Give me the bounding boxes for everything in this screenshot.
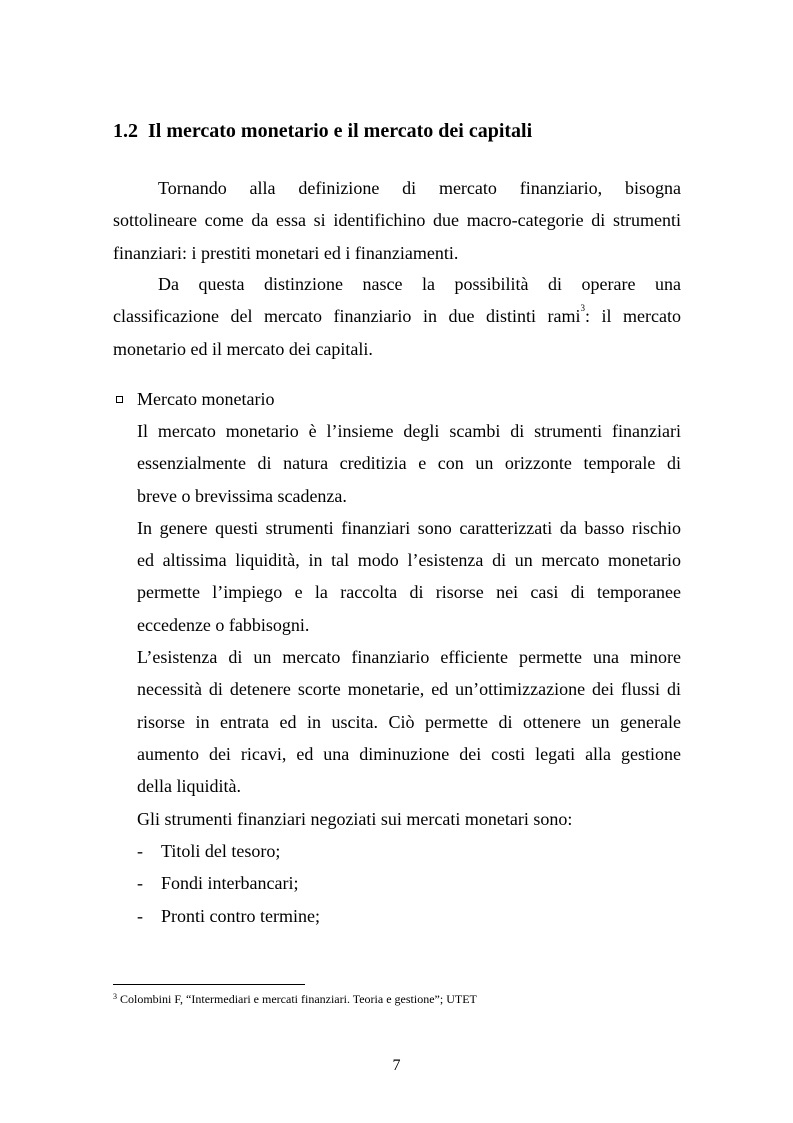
list-item-text: Fondi interbancari; <box>161 873 299 894</box>
body-line: eccedenze o fabbisogni. <box>137 614 310 635</box>
body-line: aumento dei ricavi, ed una diminuzione dei costi legati alla gestione <box>137 743 681 764</box>
footnote-marker: 3 <box>113 992 117 1001</box>
bullet-label: Mercato monetario <box>137 389 275 409</box>
dash-marker: - <box>137 905 143 926</box>
body-line: Gli strumenti finanziari negoziati sui mercati monetari sono: <box>137 808 573 829</box>
footnote-reference: 3 <box>580 303 585 314</box>
body-line: L’esistenza di un mercato finanziario efficiente permette una minore <box>137 647 681 668</box>
body-line: breve o brevissima scadenza. <box>137 485 347 506</box>
body-line: risorse in entrata ed in uscita. Ciò permette di ottenere un generale <box>137 711 681 732</box>
text-segment: classificazione del mercato finanziario in due distinti rami <box>113 306 581 327</box>
list-item-text: Pronti contro termine; <box>161 905 320 926</box>
body-line: permette l’impiego e la raccolta di risorse nei casi di temporanee <box>137 582 681 603</box>
list-item-text: Titoli del tesoro; <box>161 841 281 861</box>
body-line: necessità di detenere scorte monetarie, ed un’ottimizzazione dei flussi di <box>137 679 681 700</box>
paragraph-line: finanziari: i prestiti monetari ed i finanziamenti. <box>113 242 459 263</box>
footnote-separator <box>113 984 305 985</box>
body-line: della liquidità. <box>137 776 241 797</box>
paragraph-2 <box>113 268 681 365</box>
section-title: Il mercato monetario e il mercato dei capitali <box>148 120 533 142</box>
body-line: ed altissima liquidità, in tal modo l’esistenza di un mercato monetario <box>137 550 681 571</box>
list-item <box>137 900 681 932</box>
list-item <box>137 835 681 867</box>
body-line: essenzialmente di natura creditizia e con un orizzonte temporale di <box>137 453 681 474</box>
page-number: 7 <box>392 1057 401 1074</box>
dash-marker: - <box>137 841 143 861</box>
section-number: 1.2 <box>113 120 138 142</box>
bullet-body <box>137 415 681 835</box>
paragraph-line-with-footnote-ref <box>113 300 681 332</box>
paragraph-line: sottolineare come da essa si identifichino due macro-categorie di strumenti <box>113 210 681 231</box>
dash-list <box>137 835 681 932</box>
dash-marker: - <box>137 873 143 894</box>
body-line: Il mercato monetario è l’insieme degli scambi di strumenti finanziari <box>137 421 681 441</box>
paragraph-1 <box>113 172 681 269</box>
footnote-text: Colombini F, “Intermediari e mercati finanziari. Teoria e gestione”; UTET <box>120 992 477 1006</box>
paragraph-line: Tornando alla definizione di mercato finanziario, bisogna <box>158 178 681 198</box>
list-item <box>137 867 681 899</box>
paragraph-line: monetario ed il mercato dei capitali. <box>113 338 373 359</box>
square-bullet-icon <box>116 396 123 403</box>
body-line: In genere questi strumenti finanziari sono caratterizzati da basso rischio <box>137 517 681 538</box>
paragraph-line: Da questa distinzione nasce la possibilità di operare una <box>158 274 681 294</box>
section-heading <box>113 117 713 145</box>
text-segment: : il mercato <box>585 306 682 327</box>
footnote <box>113 991 477 1009</box>
